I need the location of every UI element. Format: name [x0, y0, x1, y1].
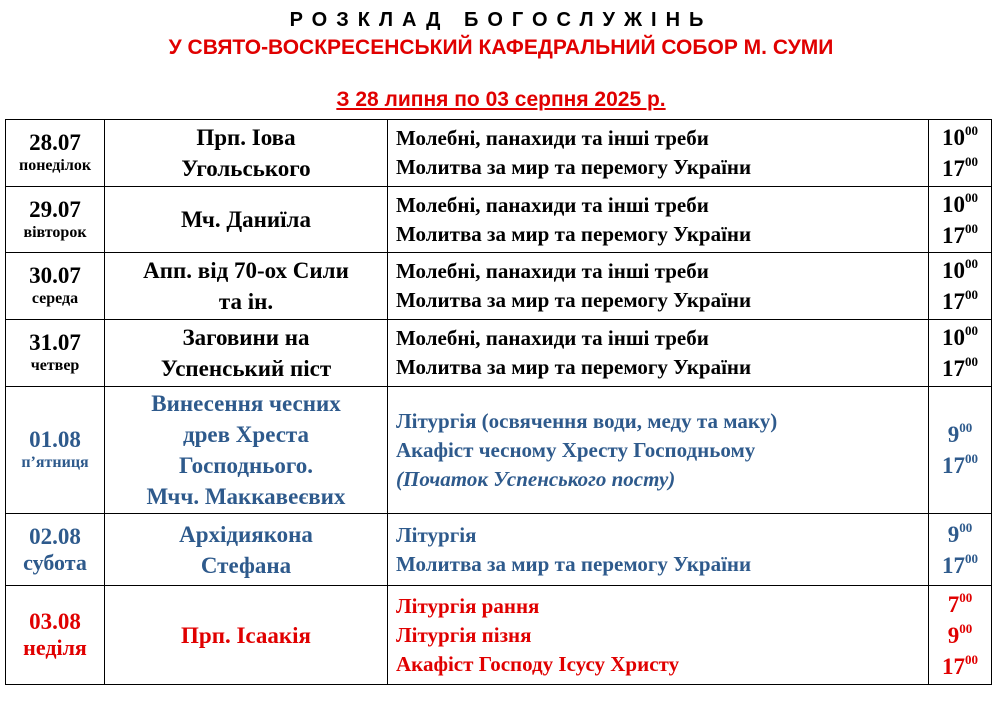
- table-row: [6, 120, 992, 187]
- service-time: [929, 651, 991, 682]
- time-minutes: 00: [965, 451, 978, 466]
- time-cell: [929, 253, 992, 320]
- weekday: четвер: [30, 357, 80, 374]
- table-row: [6, 253, 992, 320]
- service-time: [929, 220, 991, 251]
- date-number: 02.08: [29, 523, 81, 549]
- weekday: субота: [23, 549, 87, 575]
- saint-line: древ Хреста: [183, 422, 309, 447]
- service-line: Літургія пізня: [396, 622, 532, 647]
- time-cell: [929, 586, 992, 685]
- time-hours: 10: [942, 191, 965, 217]
- time-minutes: 00: [965, 123, 978, 138]
- time-minutes: 00: [959, 420, 973, 435]
- time-minutes: 00: [965, 323, 978, 338]
- date-cell: [6, 253, 105, 320]
- time-cell: [929, 387, 992, 514]
- service-line: Молитва за мир та перемогу України: [396, 155, 752, 179]
- saint-cell: [105, 253, 388, 320]
- time-minutes: 00: [965, 220, 978, 236]
- saint-cell: [105, 514, 388, 586]
- saint-line: Заговини на: [182, 325, 310, 350]
- service-time: [929, 450, 991, 481]
- time-minutes: 00: [965, 256, 978, 271]
- time-minutes: 00: [965, 550, 978, 566]
- time-hours: 17: [942, 356, 965, 381]
- saint-line: Мчч. Маккавеєвих: [146, 484, 346, 509]
- time-minutes: 00: [959, 589, 973, 605]
- service-line: Літургія рання: [396, 593, 540, 618]
- schedule-table: [5, 119, 992, 685]
- service-time: [929, 122, 991, 153]
- table-row: [6, 514, 992, 586]
- saint-line: Господнього.: [178, 453, 314, 478]
- service-line: Молебні, панахиди та інші треби: [396, 259, 709, 283]
- time-hours: 17: [942, 552, 965, 578]
- saint-line: Архідиякона: [179, 521, 313, 547]
- table-row: [6, 586, 992, 685]
- time-hours: 9: [947, 422, 960, 447]
- time-cell: [929, 120, 992, 187]
- service-time: [929, 322, 991, 353]
- service-time: [929, 353, 991, 384]
- services-cell: [388, 387, 929, 514]
- weekday: вівторок: [23, 223, 87, 241]
- time-hours: 17: [942, 156, 965, 181]
- time-minutes: 00: [959, 519, 973, 535]
- service-line: Літургія (освячення води, меду та маку): [396, 408, 778, 433]
- date-range: З 28 липня по 03 серпня 2025 р.: [336, 88, 666, 111]
- date-number: 01.08: [29, 427, 81, 452]
- page-subtitle: У СВЯТО-ВОСКРЕСЕНСЬКИЙ КАФЕДРАЛЬНИЙ СОБОР М. СУМИ: [168, 36, 834, 59]
- service-time: [929, 519, 991, 550]
- services-cell: [388, 320, 929, 387]
- saint-line: Прп. Іова: [196, 125, 296, 150]
- service-line: Літургія: [396, 522, 477, 547]
- date-number: 30.07: [29, 263, 81, 288]
- time-hours: 17: [942, 222, 965, 248]
- services-cell: [388, 514, 929, 586]
- time-hours: 9: [947, 622, 960, 648]
- saint-line: Мч. Даниїла: [181, 207, 311, 232]
- weekday: понеділок: [18, 157, 92, 174]
- service-line: Акафіст Господу Ісусу Христу: [396, 651, 680, 676]
- time-minutes: 00: [965, 287, 978, 302]
- date-number: 28.07: [29, 130, 81, 155]
- weekday: п’ятниця: [21, 454, 89, 471]
- saint-line: Успенський піст: [160, 356, 332, 381]
- services-cell: [388, 253, 929, 320]
- time-cell: [929, 514, 992, 586]
- weekday: неділя: [23, 635, 87, 660]
- saint-cell: [105, 586, 388, 685]
- services-cell: [388, 187, 929, 253]
- saint-line: Угольського: [181, 156, 311, 181]
- service-line: Молитва за мир та перемогу України: [396, 221, 752, 246]
- saint-line: Апп. від 70-ох Сили: [143, 258, 349, 283]
- service-time: [929, 620, 991, 651]
- date-cell: [6, 187, 105, 253]
- time-minutes: 00: [965, 154, 978, 169]
- service-time: [929, 419, 991, 450]
- service-line: Акафіст чесному Хресту Господньому: [396, 437, 756, 462]
- service-time: [929, 589, 991, 620]
- weekday: середа: [31, 290, 79, 307]
- saint-cell: [105, 187, 388, 253]
- saint-cell: [105, 320, 388, 387]
- date-cell: [6, 120, 105, 187]
- time-hours: 17: [942, 453, 965, 478]
- time-hours: 10: [942, 125, 965, 150]
- time-cell: [929, 320, 992, 387]
- service-line: Молитва за мир та перемогу України: [396, 355, 752, 379]
- service-line: Молебні, панахиди та інші треби: [396, 192, 709, 217]
- time-hours: 9: [947, 521, 960, 547]
- time-minutes: 00: [959, 620, 973, 636]
- time-hours: 17: [942, 653, 965, 679]
- time-minutes: 00: [965, 354, 978, 369]
- service-note: (Початок Успенського посту): [396, 466, 676, 491]
- saint-cell: [105, 387, 388, 514]
- service-line: Молитва за мир та перемогу України: [396, 551, 752, 576]
- services-cell: [388, 120, 929, 187]
- date-cell: [6, 586, 105, 685]
- table-row: [6, 187, 992, 253]
- service-time: [929, 189, 991, 220]
- saint-line: Винесення чесних: [151, 391, 341, 416]
- time-minutes: 00: [965, 189, 978, 205]
- page-title: РОЗКЛАД БОГОСЛУЖІНЬ: [289, 9, 713, 31]
- table-row: [6, 320, 992, 387]
- service-time: [929, 550, 991, 581]
- time-hours: 17: [942, 289, 965, 314]
- saint-cell: [105, 120, 388, 187]
- saint-line: Стефана: [200, 552, 292, 578]
- time-hours: 7: [947, 591, 960, 617]
- date-cell: [6, 320, 105, 387]
- date-number: 31.07: [29, 330, 81, 355]
- time-cell: [929, 187, 992, 253]
- table-row: [6, 387, 992, 514]
- service-line: Молебні, панахиди та інші треби: [396, 326, 709, 350]
- time-hours: 10: [942, 258, 965, 283]
- service-line: Молитва за мир та перемогу України: [396, 288, 752, 312]
- service-line: Молебні, панахиди та інші треби: [396, 126, 709, 150]
- time-minutes: 00: [965, 651, 978, 667]
- time-hours: 10: [942, 325, 965, 350]
- service-time: [929, 255, 991, 286]
- service-time: [929, 286, 991, 317]
- services-cell: [388, 586, 929, 685]
- saint-line: та ін.: [218, 289, 274, 314]
- saint-line: Прп. Ісаакія: [181, 622, 311, 648]
- service-time: [929, 153, 991, 184]
- date-number: 29.07: [29, 196, 81, 222]
- date-number: 03.08: [29, 609, 81, 634]
- date-cell: [6, 514, 105, 586]
- date-cell: [6, 387, 105, 514]
